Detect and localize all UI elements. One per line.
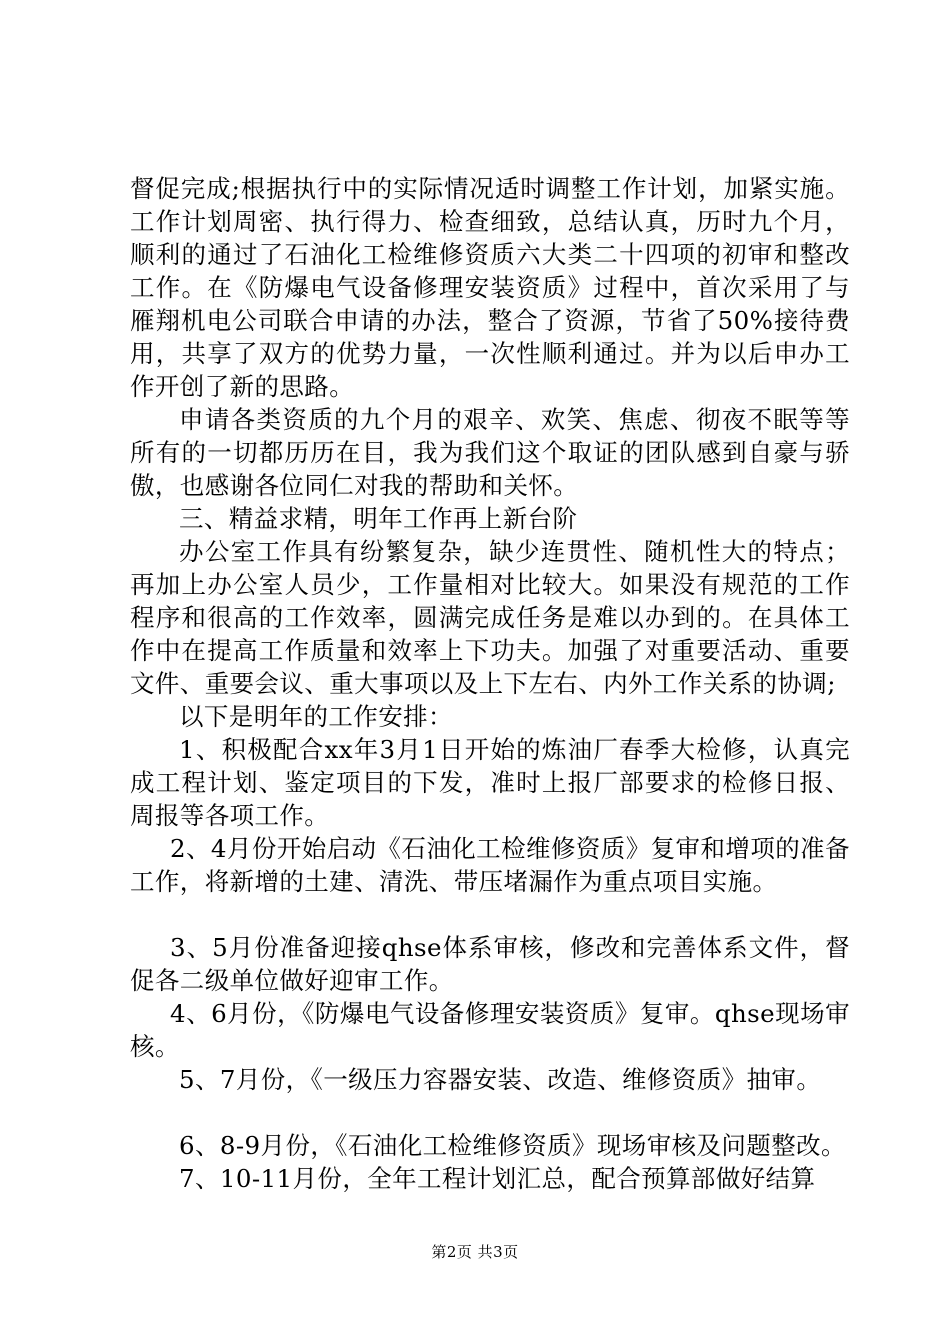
list-item-6: 6、8-9月份，《石油化工检维修资质》现场审核及问题整改。 [179, 1131, 846, 1160]
paragraph-reflection: 申请各类资质的九个月的艰辛、欢笑、焦虑、彻夜不眠等等所有的一切都历历在目，我为我们这个取证的团队感到自豪与骄傲，也感谢各位同仁对我的帮助和关怀。 [130, 405, 850, 500]
list-item-5: 5、7月份，《一级压力容器安装、改造、维修资质》抽审。 [179, 1065, 822, 1094]
blank-line [130, 898, 850, 931]
list-item-2: 2、4月份开始启动《石油化工检维修资质》复审和增项的准备工作，将新增的土建、清洗、带压堵漏作为重点项目实施。 [130, 834, 850, 896]
section-heading-next-year: 三、精益求精，明年工作再上新台阶 [179, 504, 578, 533]
list-item-7: 7、10-11月份，全年工程计划汇总，配合预算部做好结算 [179, 1164, 816, 1193]
page-number-footer: 第2页 共3页 [431, 1243, 519, 1261]
paragraph-plan-intro: 以下是明年的工作安排： [179, 702, 453, 731]
list-item-1: 1、积极配合xx年3月1日开始的炼油厂春季大检修，认真完成工程计划、鉴定项目的下发，准时上报厂部要求的检修日报、周报等各项工作。 [130, 735, 850, 830]
paragraph-completion-summary: 督促完成;根据执行中的实际情况适时调整工作计划，加紧实施。工作计划周密、执行得力、检查细致，总结认真，历时九个月，顺利的通过了石油化工检维修资质六大类二十四项的初审和整改工作。在《防爆电气设备修理安装资质》过程中，首次采用了与雁翔机电公司联合申请的办法，整合了资源，节省了50%接待费用，共享了双方的优势力量，一次性顺利通过。并为以后申办工作开创了新的思路。 [130, 174, 850, 401]
document-body [130, 172, 850, 1195]
blank-line [130, 1096, 850, 1129]
list-item-4: 4、6月份，《防爆电气设备修理安装资质》复审。qhse现场审核。 [130, 999, 850, 1061]
paragraph-office-work: 办公室工作具有纷繁复杂，缺少连贯性、随机性大的特点；再加上办公室人员少，工作量相对比较大。如果没有规范的工作程序和很高的工作效率，圆满完成任务是难以办到的。在具体工作中在提高工作质量和效率上下功夫。加强了对重要活动、重要文件、重要会议、重大事项以及上下左右、内外工作关系的协调; [130, 537, 850, 698]
list-item-3: 3、5月份准备迎接qhse体系审核，修改和完善体系文件，督促各二级单位做好迎审工作。 [130, 933, 850, 995]
